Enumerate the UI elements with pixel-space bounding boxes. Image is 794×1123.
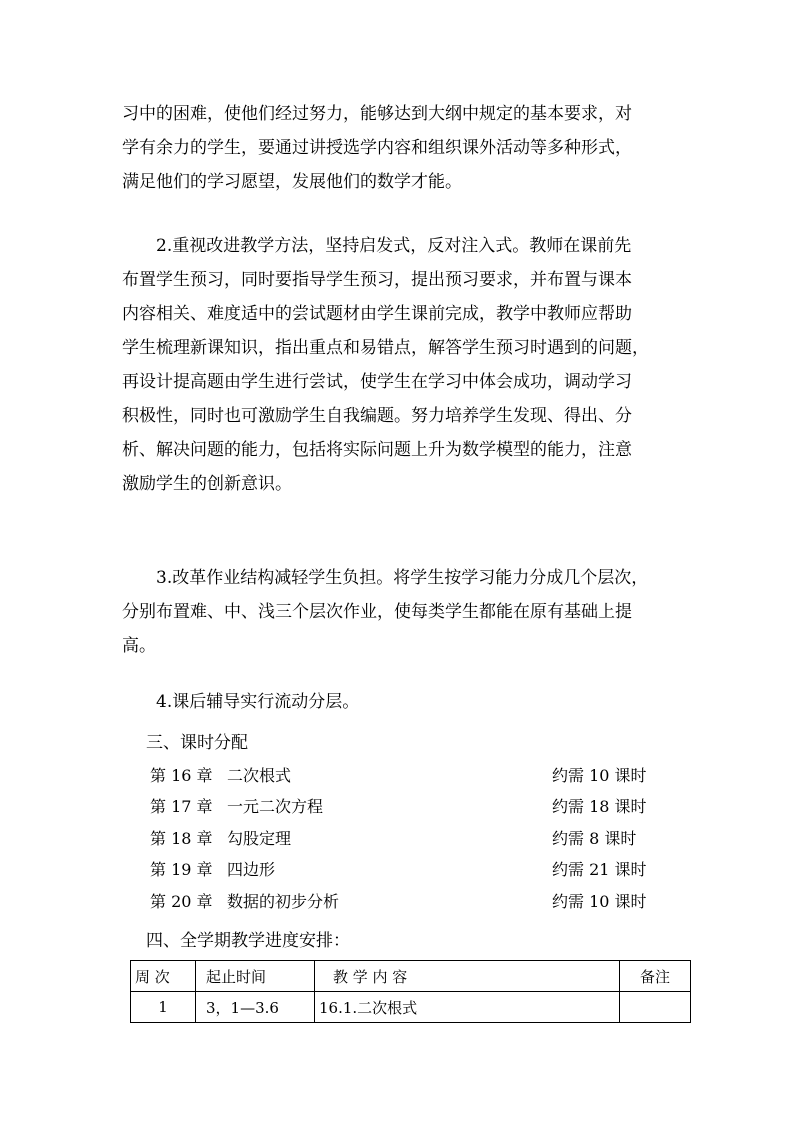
section-3-heading: 三、课时分配	[146, 733, 248, 753]
schedule-name: 一元二次方程	[227, 797, 324, 816]
schedule-name: 数据的初步分析	[227, 892, 340, 911]
schedule-name: 勾股定理	[227, 829, 292, 848]
header-dates: 起止时间	[196, 961, 315, 992]
schedule-hours: 约需 10 课时	[552, 766, 647, 785]
paragraph-3	[122, 561, 682, 663]
text-line: 分别布置难、中、浅三个层次作业，使每类学生都能在原有基础上提	[122, 602, 632, 622]
schedule-chapter: 第 19 章	[150, 860, 213, 879]
text-line: 学生梳理新课知识，指出重点和易错点，解答学生预习时遇到的问题，	[122, 338, 649, 358]
text-line: 3.改革作业结构减轻学生负担。将学生按学习能力分成几个层次，	[156, 568, 649, 588]
schedule-chapter: 第 18 章	[150, 829, 213, 848]
cell-notes	[620, 992, 691, 1023]
cell-week: 1	[131, 992, 196, 1023]
text-line: 满足他们的学习愿望，发展他们的数学才能。	[122, 172, 462, 192]
paragraph-4	[122, 685, 682, 719]
text-line: 4.课后辅导实行流动分层。	[156, 692, 360, 712]
text-line: 再设计提高题由学生进行尝试，使学生在学习中体会成功，调动学习	[122, 372, 632, 392]
schedule-row	[150, 827, 650, 851]
schedule-hours: 约需 8 课时	[552, 829, 637, 848]
schedule-hours: 约需 18 课时	[552, 797, 647, 816]
schedule-chapter: 第 20 章	[150, 892, 213, 911]
text-line: 激励学生的创新意识。	[122, 474, 292, 494]
text-line: 2.重视改进教学方法，坚持启发式，反对注入式。教师在课前先	[156, 236, 632, 256]
table-row	[131, 992, 691, 1023]
schedule-chapter: 第 17 章	[150, 797, 213, 816]
text-line: 学有余力的学生，要通过讲授选学内容和组织课外活动等多种形式，	[122, 138, 632, 158]
schedule-row	[150, 764, 650, 788]
schedule-row	[150, 858, 650, 882]
cell-dates: 3，1—3.6	[196, 992, 315, 1023]
paragraph-2	[122, 229, 682, 501]
text-line: 内容相关、难度适中的尝试题材由学生课前完成，教学中教师应帮助	[122, 304, 632, 324]
cell-content: 16.1.二次根式	[315, 992, 620, 1023]
text-line: 析、解决问题的能力，包括将实际问题上升为数学模型的能力，注意	[122, 440, 632, 460]
schedule-row	[150, 890, 650, 914]
schedule-hours: 约需 10 课时	[552, 892, 647, 911]
text-line: 高。	[122, 636, 156, 656]
schedule-row	[150, 795, 650, 819]
schedule-hours: 约需 21 课时	[552, 860, 647, 879]
progress-table	[130, 960, 691, 1023]
header-week: 周 次	[131, 961, 196, 992]
paragraph-1	[122, 97, 682, 199]
section-4-heading: 四、全学期教学进度安排：	[146, 931, 350, 951]
schedule-chapter: 第 16 章	[150, 766, 213, 785]
schedule-name: 四边形	[227, 860, 276, 879]
text-line: 布置学生预习，同时要指导学生预习，提出预习要求，并布置与课本	[122, 270, 632, 290]
table-header-row	[131, 961, 691, 992]
text-line: 习中的困难，使他们经过努力，能够达到大纲中规定的基本要求，对	[122, 104, 632, 124]
schedule-name: 二次根式	[227, 766, 292, 785]
header-notes: 备注	[620, 961, 691, 992]
text-line: 积极性，同时也可激励学生自我编题。努力培养学生发现、得出、分	[122, 406, 632, 426]
header-content: 教 学 内 容	[315, 961, 620, 992]
